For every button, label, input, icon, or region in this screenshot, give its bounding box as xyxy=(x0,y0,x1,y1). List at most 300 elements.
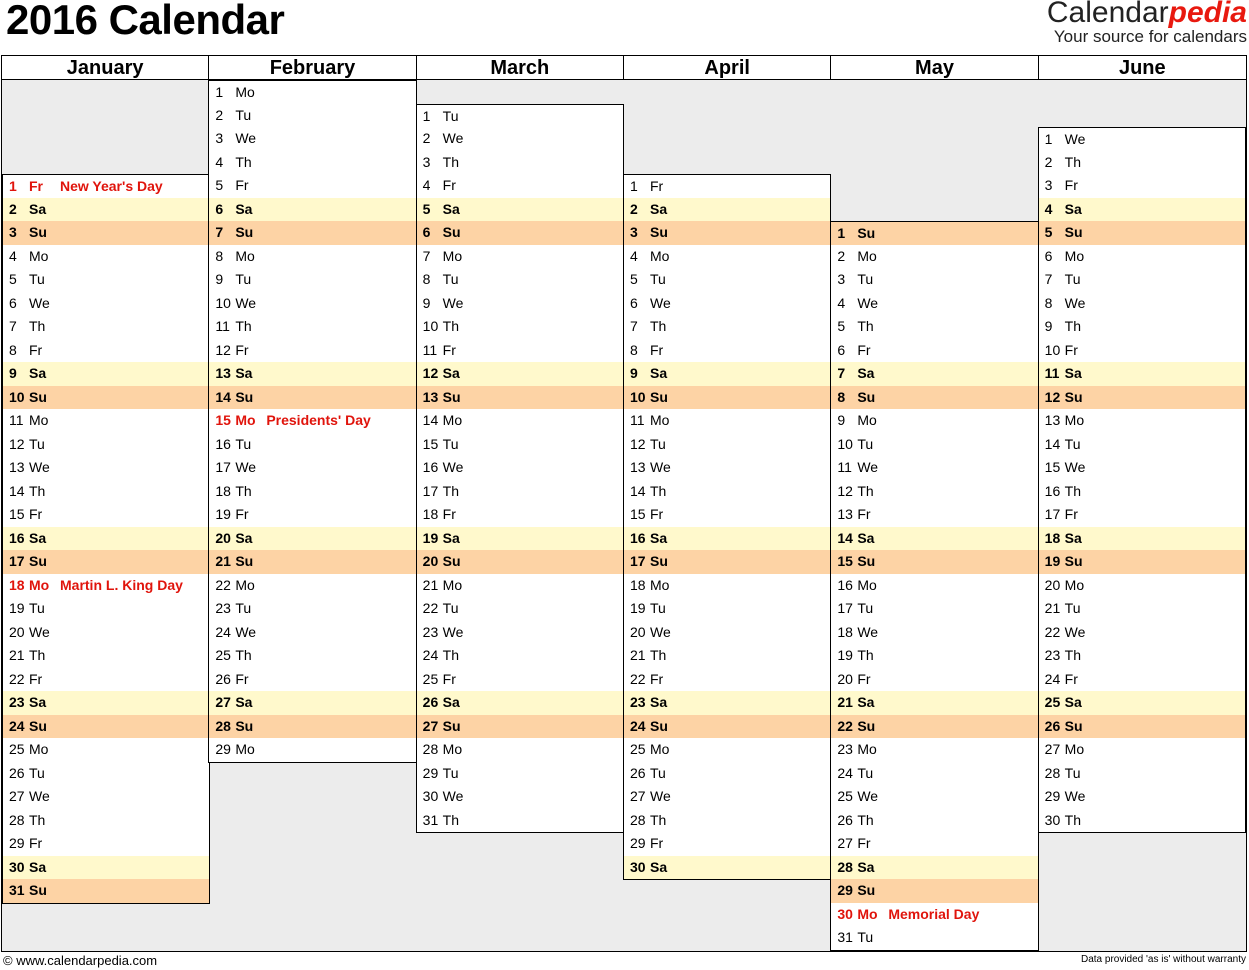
day-cell[interactable] xyxy=(416,550,624,575)
day-cell[interactable] xyxy=(1038,550,1246,575)
day-number: 15 xyxy=(422,435,439,452)
day-weekday: Sa xyxy=(1064,529,1082,546)
day-cell[interactable] xyxy=(208,456,416,481)
day-cell[interactable] xyxy=(416,433,624,458)
day-cell[interactable] xyxy=(830,879,1038,904)
day-cell[interactable] xyxy=(208,527,416,552)
day-weekday: We xyxy=(442,459,464,475)
day-cell[interactable] xyxy=(208,597,416,622)
day-cell[interactable] xyxy=(208,268,416,293)
day-cell[interactable] xyxy=(1038,597,1246,622)
day-cell[interactable] xyxy=(416,221,624,246)
day-number: 12 xyxy=(1044,388,1061,405)
day-cell[interactable] xyxy=(623,174,831,199)
day-cell[interactable] xyxy=(830,809,1038,834)
day-cell[interactable] xyxy=(623,433,831,458)
day-weekday: Th xyxy=(442,153,459,170)
day-weekday: Su xyxy=(442,388,461,405)
day-number: 12 xyxy=(422,365,439,381)
day-cell[interactable] xyxy=(830,221,1038,246)
day-cell[interactable] xyxy=(830,668,1038,693)
day-cell[interactable] xyxy=(416,715,624,740)
day-cell[interactable] xyxy=(416,198,624,223)
day-cell[interactable] xyxy=(623,198,831,223)
day-cell[interactable] xyxy=(830,339,1038,364)
day-weekday: Th xyxy=(1064,153,1081,170)
day-weekday: Tu xyxy=(857,929,874,945)
day-number: 29 xyxy=(630,835,646,851)
day-cell[interactable] xyxy=(623,644,831,669)
day-weekday: Tu xyxy=(650,600,666,616)
day-number: 12 xyxy=(9,435,25,452)
day-cell[interactable] xyxy=(2,785,210,810)
day-cell[interactable] xyxy=(208,644,416,669)
day-cell[interactable] xyxy=(1038,386,1246,411)
day-cell[interactable] xyxy=(208,409,416,434)
day-number: 9 xyxy=(215,271,224,287)
day-weekday: Mo xyxy=(1064,247,1085,264)
day-weekday: We xyxy=(1064,459,1086,475)
day-cell[interactable] xyxy=(1038,409,1246,434)
day-cell[interactable] xyxy=(623,221,831,246)
day-cell[interactable] xyxy=(623,832,831,857)
day-cell[interactable] xyxy=(830,292,1038,317)
day-cell[interactable] xyxy=(830,621,1038,646)
day-cell[interactable] xyxy=(1038,527,1246,552)
day-cell[interactable] xyxy=(623,621,831,646)
day-cell[interactable] xyxy=(416,597,624,622)
day-weekday: Sa xyxy=(857,694,875,710)
day-cell[interactable] xyxy=(208,480,416,505)
day-weekday: Sa xyxy=(650,529,668,546)
day-number: 23 xyxy=(215,600,231,616)
day-cell[interactable] xyxy=(830,315,1038,340)
day-cell[interactable] xyxy=(2,762,210,787)
day-cell[interactable] xyxy=(1038,221,1246,246)
day-cell[interactable] xyxy=(830,691,1038,716)
day-cell[interactable] xyxy=(830,644,1038,669)
day-weekday: We xyxy=(29,294,50,311)
day-cell[interactable] xyxy=(416,503,624,528)
day-number: 2 xyxy=(1044,153,1053,170)
day-cell[interactable] xyxy=(623,762,831,787)
day-number: 3 xyxy=(837,271,846,287)
day-cell[interactable] xyxy=(208,151,416,176)
day-cell[interactable] xyxy=(416,691,624,716)
day-number: 21 xyxy=(630,647,646,663)
month-header-january: January xyxy=(2,56,209,80)
day-cell[interactable] xyxy=(2,339,210,364)
day-cell[interactable] xyxy=(2,597,210,622)
day-number: 25 xyxy=(837,788,853,804)
day-cell[interactable] xyxy=(623,456,831,481)
day-weekday: Fr xyxy=(857,341,871,358)
day-cell[interactable] xyxy=(208,80,416,105)
day-cell[interactable] xyxy=(2,268,210,293)
day-number: 25 xyxy=(9,741,25,757)
day-cell[interactable] xyxy=(830,926,1038,951)
day-cell[interactable] xyxy=(1038,174,1246,199)
day-weekday: Su xyxy=(857,388,876,405)
day-number: 11 xyxy=(422,341,438,358)
day-number: 6 xyxy=(630,294,638,311)
day-cell[interactable] xyxy=(623,268,831,293)
day-cell[interactable] xyxy=(2,245,210,270)
day-weekday: Mo xyxy=(1064,741,1085,757)
day-weekday: Th xyxy=(857,647,874,663)
day-number: 16 xyxy=(215,435,231,452)
day-cell[interactable] xyxy=(1038,292,1246,317)
day-weekday: Sa xyxy=(29,365,47,381)
day-cell[interactable] xyxy=(623,550,831,575)
month-header-may: May xyxy=(831,56,1038,80)
day-cell[interactable] xyxy=(1038,621,1246,646)
day-cell[interactable] xyxy=(416,409,624,434)
day-cell[interactable] xyxy=(208,503,416,528)
day-cell[interactable] xyxy=(416,339,624,364)
day-cell[interactable] xyxy=(623,245,831,270)
day-cell[interactable] xyxy=(623,386,831,411)
day-cell[interactable] xyxy=(1038,433,1246,458)
day-cell[interactable] xyxy=(830,903,1038,928)
day-cell[interactable] xyxy=(1038,480,1246,505)
day-cell[interactable] xyxy=(2,809,210,834)
day-cell[interactable] xyxy=(1038,668,1246,693)
day-cell[interactable] xyxy=(623,809,831,834)
day-cell[interactable] xyxy=(2,362,210,387)
day-cell[interactable] xyxy=(416,644,624,669)
day-cell[interactable] xyxy=(1038,268,1246,293)
day-cell[interactable] xyxy=(416,762,624,787)
day-cell[interactable] xyxy=(830,715,1038,740)
day-cell[interactable] xyxy=(623,503,831,528)
day-cell[interactable] xyxy=(416,668,624,693)
day-weekday: Fr xyxy=(29,835,43,851)
day-cell[interactable] xyxy=(830,597,1038,622)
day-cell[interactable] xyxy=(830,738,1038,763)
day-cell[interactable] xyxy=(2,433,210,458)
day-cell[interactable] xyxy=(208,198,416,223)
day-cell[interactable] xyxy=(416,104,624,129)
day-cell[interactable] xyxy=(830,503,1038,528)
day-weekday: Mo xyxy=(857,741,877,757)
day-cell[interactable] xyxy=(1038,456,1246,481)
day-cell[interactable] xyxy=(623,409,831,434)
day-cell[interactable] xyxy=(208,339,416,364)
day-weekday: Th xyxy=(29,811,46,828)
day-number: 22 xyxy=(9,670,25,687)
day-cell[interactable] xyxy=(208,315,416,340)
day-cell[interactable] xyxy=(416,362,624,387)
day-weekday: Sa xyxy=(1064,365,1082,381)
day-cell[interactable] xyxy=(208,221,416,246)
day-cell[interactable] xyxy=(208,668,416,693)
day-number: 26 xyxy=(9,764,25,781)
day-number: 10 xyxy=(1044,341,1061,358)
day-weekday: Tu xyxy=(442,600,459,616)
day-number: 9 xyxy=(422,294,431,311)
day-weekday: Su xyxy=(1064,553,1083,569)
day-number: 21 xyxy=(837,694,853,710)
footer-website[interactable]: © www.calendarpedia.com xyxy=(3,953,158,968)
day-number: 13 xyxy=(422,388,439,405)
day-number: 8 xyxy=(215,247,224,264)
day-cell[interactable] xyxy=(623,785,831,810)
day-number: 4 xyxy=(630,247,638,264)
day-weekday: Su xyxy=(1064,388,1083,405)
day-cell[interactable] xyxy=(2,879,210,904)
day-cell[interactable] xyxy=(416,245,624,270)
day-number: 15 xyxy=(837,553,853,569)
day-number: 16 xyxy=(422,459,439,475)
day-number: 30 xyxy=(1044,811,1061,828)
day-weekday: Tu xyxy=(1064,435,1081,452)
day-weekday: We xyxy=(235,294,257,311)
day-cell[interactable] xyxy=(1038,691,1246,716)
day-weekday: Fr xyxy=(235,341,249,358)
day-cell[interactable] xyxy=(1038,198,1246,223)
day-cell[interactable] xyxy=(416,574,624,599)
day-weekday: Fr xyxy=(235,670,249,687)
day-cell[interactable] xyxy=(208,127,416,152)
day-cell[interactable] xyxy=(830,480,1038,505)
day-number: 6 xyxy=(1044,247,1053,264)
day-weekday: Th xyxy=(235,647,252,663)
day-cell[interactable] xyxy=(2,550,210,575)
day-cell[interactable] xyxy=(2,856,210,881)
day-weekday: Sa xyxy=(442,529,460,546)
day-cell[interactable] xyxy=(2,574,210,599)
day-number: 6 xyxy=(422,224,431,240)
day-number: 20 xyxy=(422,553,439,569)
day-cell[interactable] xyxy=(830,527,1038,552)
day-cell[interactable] xyxy=(830,785,1038,810)
day-cell[interactable] xyxy=(416,480,624,505)
footer-disclaimer: Data provided 'as is' without warranty xyxy=(1080,954,1246,965)
day-cell[interactable] xyxy=(208,433,416,458)
day-cell[interactable] xyxy=(2,456,210,481)
day-cell[interactable] xyxy=(830,386,1038,411)
day-cell[interactable] xyxy=(623,339,831,364)
day-cell[interactable] xyxy=(208,104,416,129)
day-cell[interactable] xyxy=(830,245,1038,270)
day-weekday: Su xyxy=(1064,224,1083,240)
day-number: 14 xyxy=(422,412,439,428)
day-cell[interactable] xyxy=(623,597,831,622)
day-cell[interactable] xyxy=(416,527,624,552)
day-cell[interactable] xyxy=(623,292,831,317)
day-cell[interactable] xyxy=(1038,245,1246,270)
day-number: 2 xyxy=(422,130,431,146)
day-number: 23 xyxy=(9,694,25,710)
day-cell[interactable] xyxy=(2,832,210,857)
day-weekday: We xyxy=(857,788,879,804)
day-number: 13 xyxy=(630,459,646,475)
day-cell[interactable] xyxy=(623,856,831,881)
day-cell[interactable] xyxy=(208,386,416,411)
day-cell[interactable] xyxy=(1038,339,1246,364)
day-cell[interactable] xyxy=(1038,809,1246,834)
day-cell[interactable] xyxy=(623,574,831,599)
day-number: 8 xyxy=(1044,294,1053,311)
day-number: 9 xyxy=(837,412,846,428)
day-cell[interactable] xyxy=(830,433,1038,458)
day-cell[interactable] xyxy=(2,198,210,223)
day-cell[interactable] xyxy=(623,738,831,763)
day-cell[interactable] xyxy=(2,621,210,646)
day-cell[interactable] xyxy=(416,268,624,293)
day-number: 25 xyxy=(1044,694,1061,710)
day-cell[interactable] xyxy=(1038,315,1246,340)
day-weekday: Mo xyxy=(857,576,877,593)
day-weekday: Th xyxy=(857,482,874,499)
day-cell[interactable] xyxy=(208,738,416,763)
day-cell[interactable] xyxy=(830,550,1038,575)
day-cell[interactable] xyxy=(208,245,416,270)
day-cell[interactable] xyxy=(416,151,624,176)
day-cell[interactable] xyxy=(1038,151,1246,176)
day-weekday: Mo xyxy=(650,576,670,593)
day-weekday: Mo xyxy=(442,576,463,593)
day-cell[interactable] xyxy=(830,574,1038,599)
day-weekday: Fr xyxy=(29,178,43,194)
day-cell[interactable] xyxy=(416,292,624,317)
day-cell[interactable] xyxy=(2,527,210,552)
day-cell[interactable] xyxy=(2,715,210,740)
day-cell[interactable] xyxy=(416,809,624,834)
day-number: 3 xyxy=(215,130,224,146)
day-cell[interactable] xyxy=(416,456,624,481)
day-cell[interactable] xyxy=(208,292,416,317)
day-number: 29 xyxy=(1044,788,1061,804)
day-cell[interactable] xyxy=(416,621,624,646)
day-number: 24 xyxy=(1044,670,1061,687)
day-cell[interactable] xyxy=(2,221,210,246)
day-number: 22 xyxy=(1044,623,1061,640)
day-weekday: We xyxy=(235,130,257,146)
day-weekday: Sa xyxy=(29,529,47,546)
day-cell[interactable] xyxy=(2,409,210,434)
day-number: 17 xyxy=(9,553,25,569)
day-cell[interactable] xyxy=(830,409,1038,434)
day-cell[interactable] xyxy=(208,362,416,387)
day-cell[interactable] xyxy=(623,527,831,552)
day-cell[interactable] xyxy=(416,174,624,199)
day-number: 23 xyxy=(837,741,853,757)
day-weekday: Tu xyxy=(442,764,459,781)
day-weekday: Fr xyxy=(650,506,664,522)
day-cell[interactable] xyxy=(1038,127,1246,152)
day-cell[interactable] xyxy=(2,480,210,505)
day-cell[interactable] xyxy=(623,715,831,740)
day-cell[interactable] xyxy=(830,856,1038,881)
day-weekday: Su xyxy=(442,553,461,569)
day-number: 26 xyxy=(630,764,646,781)
day-weekday: Sa xyxy=(650,858,668,875)
day-number: 1 xyxy=(215,84,224,100)
day-cell[interactable] xyxy=(1038,644,1246,669)
day-weekday: Th xyxy=(857,811,874,828)
day-weekday: Sa xyxy=(1064,694,1082,710)
day-number: 16 xyxy=(630,529,646,546)
day-cell[interactable] xyxy=(1038,715,1246,740)
day-cell[interactable] xyxy=(623,691,831,716)
day-cell[interactable] xyxy=(416,785,624,810)
day-cell[interactable] xyxy=(1038,362,1246,387)
day-number: 29 xyxy=(422,764,439,781)
day-weekday: Fr xyxy=(442,341,456,358)
day-weekday: Tu xyxy=(442,435,459,452)
day-cell[interactable] xyxy=(830,456,1038,481)
day-cell[interactable] xyxy=(830,362,1038,387)
day-number: 10 xyxy=(422,318,439,334)
day-weekday: Tu xyxy=(650,271,666,287)
day-weekday: Th xyxy=(1064,811,1081,828)
day-weekday: Fr xyxy=(1064,506,1078,522)
day-cell[interactable] xyxy=(208,621,416,646)
day-number: 16 xyxy=(1044,482,1061,499)
day-cell[interactable] xyxy=(830,268,1038,293)
day-cell[interactable] xyxy=(623,480,831,505)
day-cell[interactable] xyxy=(208,174,416,199)
day-cell[interactable] xyxy=(1038,503,1246,528)
day-cell[interactable] xyxy=(1038,738,1246,763)
day-cell[interactable] xyxy=(2,738,210,763)
day-cell[interactable] xyxy=(2,644,210,669)
day-cell[interactable] xyxy=(2,315,210,340)
brand-logo[interactable] xyxy=(1047,0,1247,47)
day-number: 4 xyxy=(9,247,17,264)
day-cell[interactable] xyxy=(416,386,624,411)
day-cell[interactable] xyxy=(623,315,831,340)
day-cell[interactable] xyxy=(208,691,416,716)
day-cell[interactable] xyxy=(1038,574,1246,599)
day-number: 7 xyxy=(422,247,431,264)
day-cell[interactable] xyxy=(830,762,1038,787)
day-weekday: Tu xyxy=(1064,764,1081,781)
day-cell[interactable] xyxy=(416,738,624,763)
day-weekday: Fr xyxy=(1064,670,1078,687)
day-weekday: Fr xyxy=(442,177,456,193)
day-number: 5 xyxy=(422,200,431,217)
day-cell[interactable] xyxy=(2,691,210,716)
day-cell[interactable] xyxy=(1038,762,1246,787)
day-cell[interactable] xyxy=(1038,785,1246,810)
day-number: 29 xyxy=(837,882,853,898)
day-cell[interactable] xyxy=(830,832,1038,857)
day-cell[interactable] xyxy=(208,715,416,740)
day-cell[interactable] xyxy=(208,574,416,599)
day-cell[interactable] xyxy=(2,174,210,199)
holiday-label: Martin L. King Day xyxy=(60,576,183,593)
day-number: 30 xyxy=(630,858,646,875)
day-number: 19 xyxy=(422,529,439,546)
day-cell[interactable] xyxy=(623,668,831,693)
day-weekday: Su xyxy=(857,717,876,734)
day-weekday: We xyxy=(857,294,879,311)
day-weekday: Fr xyxy=(29,506,43,522)
day-cell[interactable] xyxy=(2,503,210,528)
day-cell[interactable] xyxy=(208,550,416,575)
day-weekday: Su xyxy=(29,553,47,569)
day-cell[interactable] xyxy=(2,292,210,317)
day-weekday: Fr xyxy=(650,178,664,194)
day-cell[interactable] xyxy=(2,386,210,411)
day-cell[interactable] xyxy=(416,315,624,340)
day-cell[interactable] xyxy=(623,362,831,387)
day-cell[interactable] xyxy=(2,668,210,693)
day-cell[interactable] xyxy=(416,127,624,152)
